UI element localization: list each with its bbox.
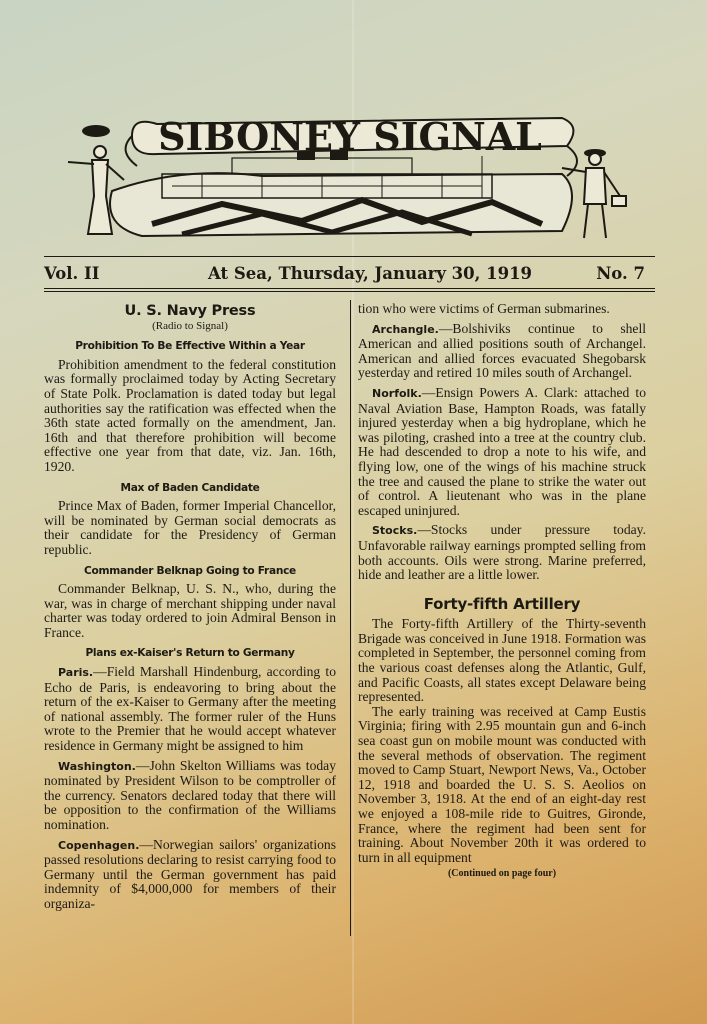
article-paragraph: tion who were victims of German submarines. <box>358 301 610 316</box>
dispatch-text: —Stocks under pressure today. Unfavorable railway earnings prompted selling from both accounts. Oils were strong. Marine preferred, hide and leather are a little lower. <box>358 522 646 583</box>
dispatch-paragraph <box>44 838 336 912</box>
article-paragraph: The Forty-fifth Artillery of the Thirty-seventh Brigade was conceived in June 1918. Formation was completed in September, the personnel coming from the various coast defenses along the Atlantic, Gulf, and Pacific Coasts, all states except Delaware being represented. <box>358 616 646 705</box>
article-paragraph: Prince Max of Baden, former Imperial Chancellor, will be nominated by German social democrats as their candidate for the Presidency of German republic. <box>44 498 336 557</box>
dispatch-dateline: Paris. <box>58 666 94 680</box>
dispatch-paragraph <box>358 523 646 582</box>
article-headline: Prohibition To Be Effective Within a Year <box>75 340 305 353</box>
masthead-title: SIBONEY SIGNAL <box>158 114 542 159</box>
issue-number: No. 7 <box>596 264 645 283</box>
dispatch-dateline: Washington. <box>58 759 136 773</box>
dispatch-dateline: Archangle. <box>372 322 439 336</box>
dispatch-paragraph <box>358 386 646 518</box>
dateline-rule-double <box>44 291 655 292</box>
column-divider <box>350 300 351 936</box>
section-subheading: (Radio to Signal) <box>152 319 228 332</box>
dispatch-paragraph <box>44 665 336 754</box>
masthead-rule-top <box>44 256 655 257</box>
section-heading-navy-press: U. S. Navy Press <box>124 303 256 319</box>
dispatch-text: —Ensign Powers A. Clark: attached to Naval Aviation Base, Hampton Roads, was fatally injured yesterday when a big hydroplane, which he was piloting, crashed into a tree at the country club. He had descended to drop a note to his wife, and flying low, one of the wings of his machine struck the tree and caused the plane to strike the water out of control. A lieutenant who was in the plane escaped uninjured. <box>358 384 646 518</box>
dispatch-text: —John Skelton Williams was today nominated by President Wilson to be comptroller of the currency. Senators declared today that there will be opposition to the confirmation of the Williams nomination. <box>44 757 336 832</box>
left-column <box>44 302 336 912</box>
volume-label: Vol. II <box>44 264 100 283</box>
dispatch-text: —Field Marshall Hindenburg, according to Echo de Paris, is endeavoring to bring about the return of the ex-Kaiser to Germany after the meeting of national assembly. The former ruler of the Huns wrote to the Premier that he would accept whatever residence in Germany might be assigned to him <box>44 664 336 754</box>
masthead-illustration <box>62 96 632 246</box>
dateline-rule <box>44 288 655 289</box>
issue-date: At Sea, Thursday, January 30, 1919 <box>208 264 533 283</box>
dispatch-paragraph <box>358 322 646 381</box>
right-column <box>358 302 646 882</box>
article-headline: Commander Belknap Going to France <box>84 564 296 577</box>
article-headline: Plans ex-Kaiser's Return to Germany <box>85 647 295 660</box>
dateline <box>44 260 655 288</box>
continued-note: (Continued on page four) <box>447 868 557 880</box>
dispatch-text: —Norwegian sailors' organizations passed resolutions declaring to resist carrying food to Germany until the German government has paid indemnity of $4,000,000 for members of their organiza- <box>44 836 336 911</box>
dispatch-text: —Bolshiviks continue to shell American and allied positions south of Archangel. American and allied forces evacuated Shegobarsk yesterday and retired 10 miles south of Archangel. <box>358 320 646 381</box>
article-paragraph: Commander Belknap, U. S. N., who, during the war, was in charge of merchant shipping under naval charter was today ordered to join Admiral Benson in France. <box>44 581 336 640</box>
section-heading-artillery: Forty-fifth Artillery <box>423 594 581 613</box>
dispatch-paragraph <box>44 759 336 833</box>
dispatch-dateline: Norfolk. <box>372 386 422 400</box>
article-paragraph: Prohibition amendment to the federal constitution was formally proclaimed today by Acting Secretary of State Polk. Proclamation is dated today but legal authorities say the ratification was effected when the 36th state acted formally on the amendment, Jan. 16th and that therefore prohibition will become effective one year from that date, viz. Jan. 16th, 1920. <box>44 356 336 474</box>
dispatch-dateline: Copenhagen. <box>58 838 140 852</box>
article-paragraph: The early training was received at Camp Eustis Virginia; firing with 2.95 mountain gun and 6-inch sea coast gun on mobile mount was conducted with the several methods of observation. The regiment moved to Camp Stuart, Newport News, Va., October 12, 1918 and boarded the U. S. S. Aeolios on November 3, 1918. At the end of an eight-day rest we enjoyed a 108-mile ride to Guitres, Gironde, France, where the regiment had been sent for training. About November 20th it was ordered to turn in all equipment <box>358 703 646 865</box>
dispatch-dateline: Stocks. <box>372 524 418 538</box>
article-headline: Max of Baden Candidate <box>120 481 260 494</box>
